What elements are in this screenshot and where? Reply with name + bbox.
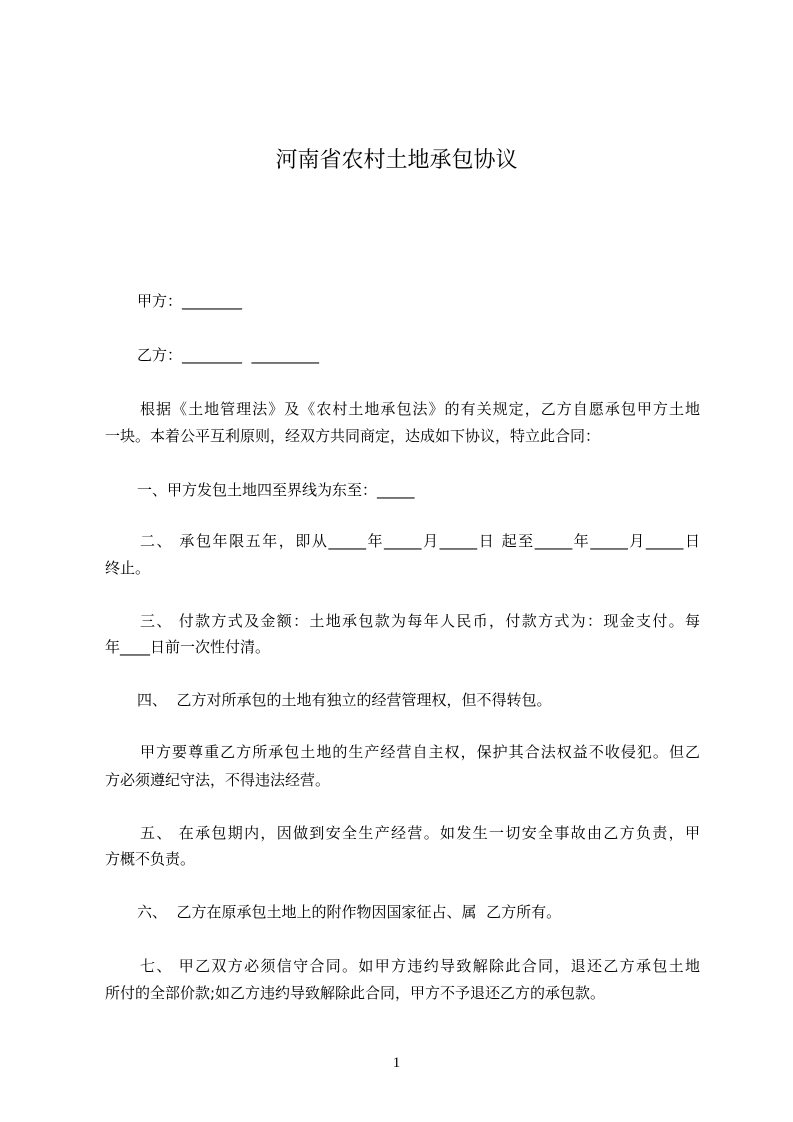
clause-3-line-2: 年____日前一次性付清。	[105, 638, 271, 656]
clause-5-line-1: 五、 在承包期内，因做到安全生产经营。如发生一切安全事故由乙方负责，甲	[140, 824, 700, 842]
clause-2-line-2: 终止。	[105, 559, 151, 577]
party-a-line: 甲方：________	[137, 292, 243, 310]
clause-1: 一、甲方发包土地四至界线为东至：_____	[137, 481, 415, 499]
document-title: 河南省农村土地承包协议	[275, 148, 518, 173]
party-b-line: 乙方：________ _________	[137, 346, 320, 364]
clause-2-line-1: 二、 承包年限五年，即从_____年_____月_____日 起至_____年_____月_____日	[140, 532, 700, 550]
clause-7-line-2: 所付的全部价款;如乙方违约导致解除此合同，甲方不予退还乙方的承包款。	[105, 984, 606, 1002]
clause-6: 六、 乙方在原承包土地上的附作物因国家征占、属 乙方所有。	[137, 903, 562, 921]
clause-4: 四、 乙方对所承包的土地有独立的经营管理权，但不得转包。	[137, 691, 552, 709]
intro-line-2: 一块。本着公平互利原则，经双方共同商定，达成如下协议，特立此合同：	[105, 427, 601, 445]
clause-4b-line-2: 方必须遵纪守法，不得违法经营。	[105, 771, 331, 789]
clause-5-line-2: 方概不负责。	[105, 850, 196, 868]
clause-7-line-1: 七、 甲乙双方必须信守合同。如甲方违约导致解除此合同，退还乙方承包土地	[140, 957, 700, 975]
page-number: 1	[392, 1055, 401, 1071]
intro-line-1: 根据《土地管理法》及《农村土地承包法》的有关规定，乙方自愿承包甲方土地	[140, 400, 700, 418]
clause-3-line-1: 三、 付款方式及金额：土地承包款为每年人民币，付款方式为：现金支付。每	[140, 612, 700, 630]
clause-4b-line-1: 甲方要尊重乙方所承包土地的生产经营自主权，保护其合法权益不收侵犯。但乙	[140, 743, 700, 761]
